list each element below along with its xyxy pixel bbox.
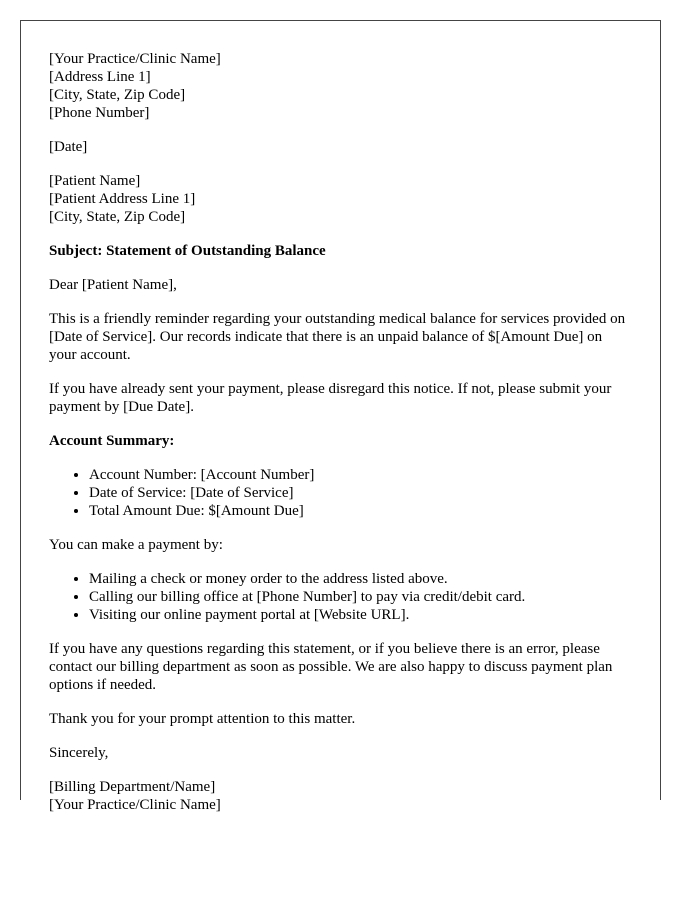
sender-city-state-zip: [City, State, Zip Code] [49,87,186,103]
salutation: Dear [Patient Name], [49,277,177,293]
payment-notice-paragraph: If you have already sent your payment, please disregard this notice. If not, please submit your payment by [Due Date]. [49,381,612,415]
recipient-name: [Patient Name] [49,173,141,189]
sender-address-line1: [Address Line 1] [49,69,151,85]
intro-paragraph: This is a friendly reminder regarding your outstanding medical balance for services provided on [Date of Service]. Our records indicate that there is an unpaid balance of $[Amount Due] on your account. [49,311,626,363]
recipient-address-block [49,172,632,226]
list-item: • Date of Service: [Date of Service] [89,484,632,502]
signature-block [49,778,632,814]
list-item: • Mailing a check or money order to the address listed above. [89,570,632,588]
recipient-city-state-zip: [City, State, Zip Code] [49,209,186,225]
list-item: • Visiting our online payment portal at [Website URL]. [89,606,632,624]
list-item: • Account Number: [Account Number] [89,466,632,484]
payment-methods-intro: You can make a payment by: [49,537,223,553]
letter-page [20,20,661,813]
closing: Sincerely, [49,745,109,761]
list-item: • Calling our billing office at [Phone Number] to pay via credit/debit card. [89,588,632,606]
sender-practice-name: [Your Practice/Clinic Name] [49,51,221,67]
questions-paragraph: If you have any questions regarding this statement, or if you believe there is an error, please contact our billing department as soon as possible. We are also happy to discuss payment plan options if needed. [49,641,613,693]
recipient-address-line1: [Patient Address Line 1] [49,191,196,207]
account-summary-heading: Account Summary: [49,433,175,449]
letter-date: [Date] [49,139,88,155]
account-summary-list [49,466,632,520]
letter-subject: Subject: Statement of Outstanding Balance [49,243,326,259]
signature-name: [Billing Department/Name] [49,779,216,795]
sender-address-block [49,50,632,122]
sender-phone: [Phone Number] [49,105,150,121]
payment-methods-list [49,570,632,624]
thanks-paragraph: Thank you for your prompt attention to this matter. [49,711,356,727]
list-item: • Total Amount Due: $[Amount Due] [89,502,632,520]
signature-practice-name: [Your Practice/Clinic Name] [49,797,221,813]
